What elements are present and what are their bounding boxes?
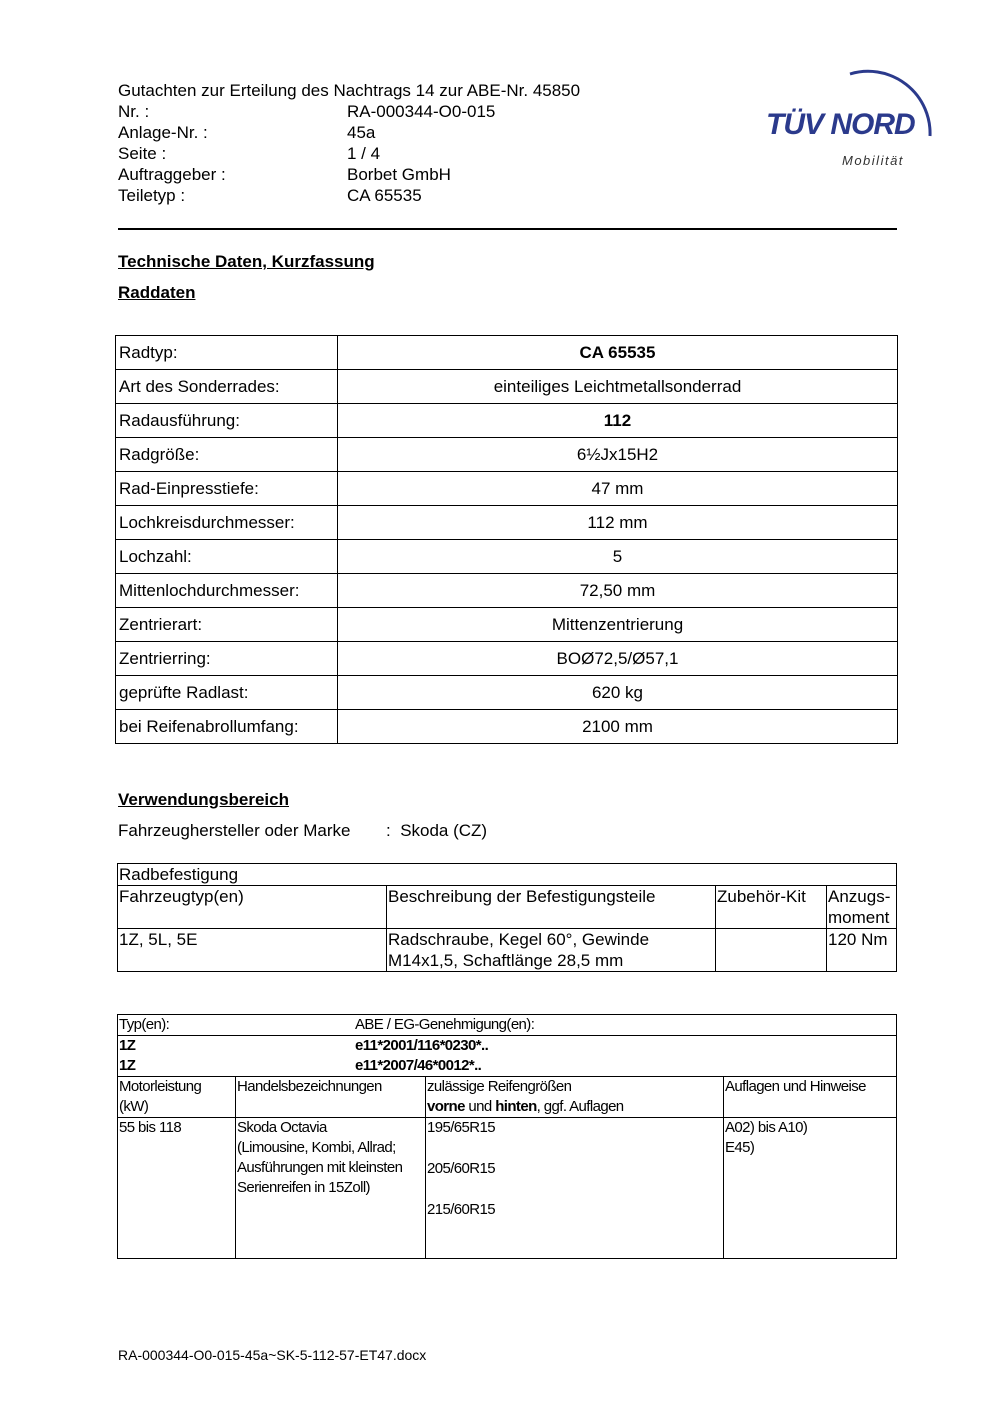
header-row bbox=[118, 122, 580, 143]
row-value: 5 bbox=[338, 540, 898, 574]
row-value: 6½Jx15H2 bbox=[338, 438, 898, 472]
row-label: Rad-Einpresstiefe: bbox=[116, 472, 338, 506]
row-label: Zentrierring: bbox=[116, 642, 338, 676]
raddaten-table bbox=[115, 335, 898, 744]
typ-value: 1Z bbox=[119, 1057, 136, 1074]
hersteller-line bbox=[118, 821, 487, 841]
abe-value: e11*2007/46*0012*.. bbox=[355, 1057, 482, 1074]
header-label: Seite : bbox=[118, 144, 167, 163]
column-header: Handelsbezeichnungen bbox=[236, 1077, 426, 1118]
header-label: Nr. : bbox=[118, 102, 150, 121]
abe-label: ABE / EG-Genehmigung(en): bbox=[355, 1016, 535, 1033]
table-cell bbox=[724, 1118, 897, 1259]
row-value: 47 mm bbox=[338, 472, 898, 506]
header-label: Auftraggeber : bbox=[118, 165, 226, 184]
column-header bbox=[426, 1077, 724, 1118]
header-value: RA-000344-O0-015 bbox=[347, 102, 496, 121]
row-label: Radtyp: bbox=[116, 336, 338, 370]
hersteller-separator: : bbox=[386, 821, 391, 840]
cell-line: Ausführungen mit kleinsten bbox=[237, 1159, 403, 1176]
cell-line: (Limousine, Kombi, Allrad; bbox=[237, 1139, 396, 1156]
table-title: Radbefestigung bbox=[118, 864, 897, 886]
document-header bbox=[118, 80, 580, 206]
header-row bbox=[118, 101, 580, 122]
header-line: (kW) bbox=[119, 1098, 149, 1115]
header-text: und bbox=[464, 1098, 496, 1115]
header-line: Motorleistung bbox=[119, 1078, 202, 1095]
table-row bbox=[116, 472, 898, 506]
row-label: Art des Sonderrades: bbox=[116, 370, 338, 404]
table-cell: 55 bis 118 bbox=[118, 1118, 236, 1259]
abe-value: e11*2001/116*0230*.. bbox=[355, 1037, 489, 1054]
row-label: Zentrierart: bbox=[116, 608, 338, 642]
table-row bbox=[116, 608, 898, 642]
table-row bbox=[118, 1015, 897, 1036]
header-emphasis: hinten bbox=[495, 1098, 537, 1115]
column-header: Beschreibung der Befestigungsteile bbox=[387, 886, 716, 929]
typen-table bbox=[117, 1014, 897, 1259]
row-label: Radgröße: bbox=[116, 438, 338, 472]
table-header-row bbox=[118, 1077, 897, 1118]
hersteller-value: Skoda (CZ) bbox=[400, 821, 488, 840]
cell-line: Serienreifen in 15Zoll) bbox=[237, 1179, 370, 1196]
column-header bbox=[118, 1077, 236, 1118]
cell-line: Radschraube, Kegel 60°, Gewinde bbox=[388, 930, 650, 949]
row-label: Mittenlochdurchmesser: bbox=[116, 574, 338, 608]
table-cell bbox=[426, 1118, 724, 1259]
table-row bbox=[116, 370, 898, 404]
cell-line: M14x1,5, Schaftlänge 28,5 mm bbox=[388, 951, 624, 970]
hersteller-label: Fahrzeughersteller oder Marke bbox=[118, 821, 351, 840]
header-value: Borbet GmbH bbox=[347, 165, 451, 184]
table-row bbox=[116, 506, 898, 540]
tire-size: 195/65R15 bbox=[427, 1119, 495, 1136]
column-header: Fahrzeugtyp(en) bbox=[118, 886, 387, 929]
table-row bbox=[116, 642, 898, 676]
header-row bbox=[118, 164, 580, 185]
row-value: CA 65535 bbox=[338, 336, 898, 370]
table-row bbox=[116, 438, 898, 472]
header-value: 1 / 4 bbox=[347, 144, 381, 163]
table-row bbox=[118, 1036, 897, 1077]
row-value: 72,50 mm bbox=[338, 574, 898, 608]
table-cell bbox=[236, 1118, 426, 1259]
table-header-row bbox=[118, 886, 897, 929]
footer-filename: RA-000344-O0-015-45a~SK-5-112-57-ET47.docx bbox=[118, 1347, 427, 1363]
row-label: Radausführung: bbox=[116, 404, 338, 438]
row-label: Lochkreisdurchmesser: bbox=[116, 506, 338, 540]
row-value: einteiliges Leichtmetallsonderrad bbox=[338, 370, 898, 404]
table-cell bbox=[118, 1015, 897, 1036]
row-value: Mittenzentrierung bbox=[338, 608, 898, 642]
header-value: CA 65535 bbox=[347, 186, 422, 205]
header-line: zulässige Reifengrößen bbox=[427, 1078, 572, 1095]
cell-line: E45) bbox=[725, 1139, 755, 1156]
table-cell bbox=[387, 929, 716, 972]
header-line: moment bbox=[828, 908, 890, 927]
row-value: 112 bbox=[338, 404, 898, 438]
table-row bbox=[116, 540, 898, 574]
table-row bbox=[116, 710, 898, 744]
logo-brand-text: TÜV NORD bbox=[766, 108, 915, 141]
typ-row bbox=[119, 1056, 896, 1076]
section-heading: Verwendungsbereich bbox=[118, 790, 289, 809]
row-value: 620 kg bbox=[338, 676, 898, 710]
column-header: Auflagen und Hinweise bbox=[724, 1077, 897, 1118]
header-row bbox=[118, 185, 580, 206]
header-label: Anlage-Nr. : bbox=[118, 123, 208, 142]
table-cell: 1Z, 5L, 5E bbox=[118, 929, 387, 972]
tuv-nord-logo bbox=[760, 58, 950, 178]
logo-sub-text: Mobilität bbox=[842, 153, 904, 168]
table-row bbox=[118, 929, 897, 972]
row-value: BOØ72,5/Ø57,1 bbox=[338, 642, 898, 676]
header-divider bbox=[118, 228, 897, 230]
table-cell bbox=[118, 1036, 897, 1077]
table-cell bbox=[716, 929, 827, 972]
section-heading: Technische Daten, Kurzfassung bbox=[118, 252, 375, 271]
table-row bbox=[118, 864, 897, 886]
table-row bbox=[116, 676, 898, 710]
row-label: bei Reifenabrollumfang: bbox=[116, 710, 338, 744]
tire-size: 205/60R15 bbox=[427, 1160, 495, 1177]
column-header: Zubehör-Kit bbox=[716, 886, 827, 929]
row-value: 112 mm bbox=[338, 506, 898, 540]
row-label: geprüfte Radlast: bbox=[116, 676, 338, 710]
table-row bbox=[118, 1118, 897, 1259]
table-row bbox=[116, 404, 898, 438]
cell-line: Skoda Octavia bbox=[237, 1119, 327, 1136]
header-text: , ggf. Auflagen bbox=[536, 1098, 624, 1115]
header-value: 45a bbox=[347, 123, 376, 142]
logo-graphic bbox=[760, 58, 950, 178]
cell-line: A02) bis A10) bbox=[725, 1119, 808, 1136]
column-header bbox=[827, 886, 897, 929]
table-cell: 120 Nm bbox=[827, 929, 897, 972]
tire-size: 215/60R15 bbox=[427, 1201, 495, 1218]
section-heading: Raddaten bbox=[118, 283, 196, 302]
header-label: Teiletyp : bbox=[118, 186, 186, 205]
header-row bbox=[118, 143, 580, 164]
document-title: Gutachten zur Erteilung des Nachtrags 14 zur ABE-Nr. 45850 bbox=[118, 81, 581, 100]
radbefestigung-table bbox=[117, 863, 897, 972]
header-emphasis: vorne bbox=[427, 1098, 465, 1115]
row-value: 2100 mm bbox=[338, 710, 898, 744]
typ-label: Typ(en): bbox=[119, 1016, 170, 1033]
header-line: Anzugs- bbox=[828, 887, 891, 906]
header-line bbox=[427, 1097, 723, 1117]
row-label: Lochzahl: bbox=[116, 540, 338, 574]
typ-row bbox=[119, 1036, 896, 1056]
typ-value: 1Z bbox=[119, 1037, 136, 1054]
table-row bbox=[116, 574, 898, 608]
table-row bbox=[116, 336, 898, 370]
